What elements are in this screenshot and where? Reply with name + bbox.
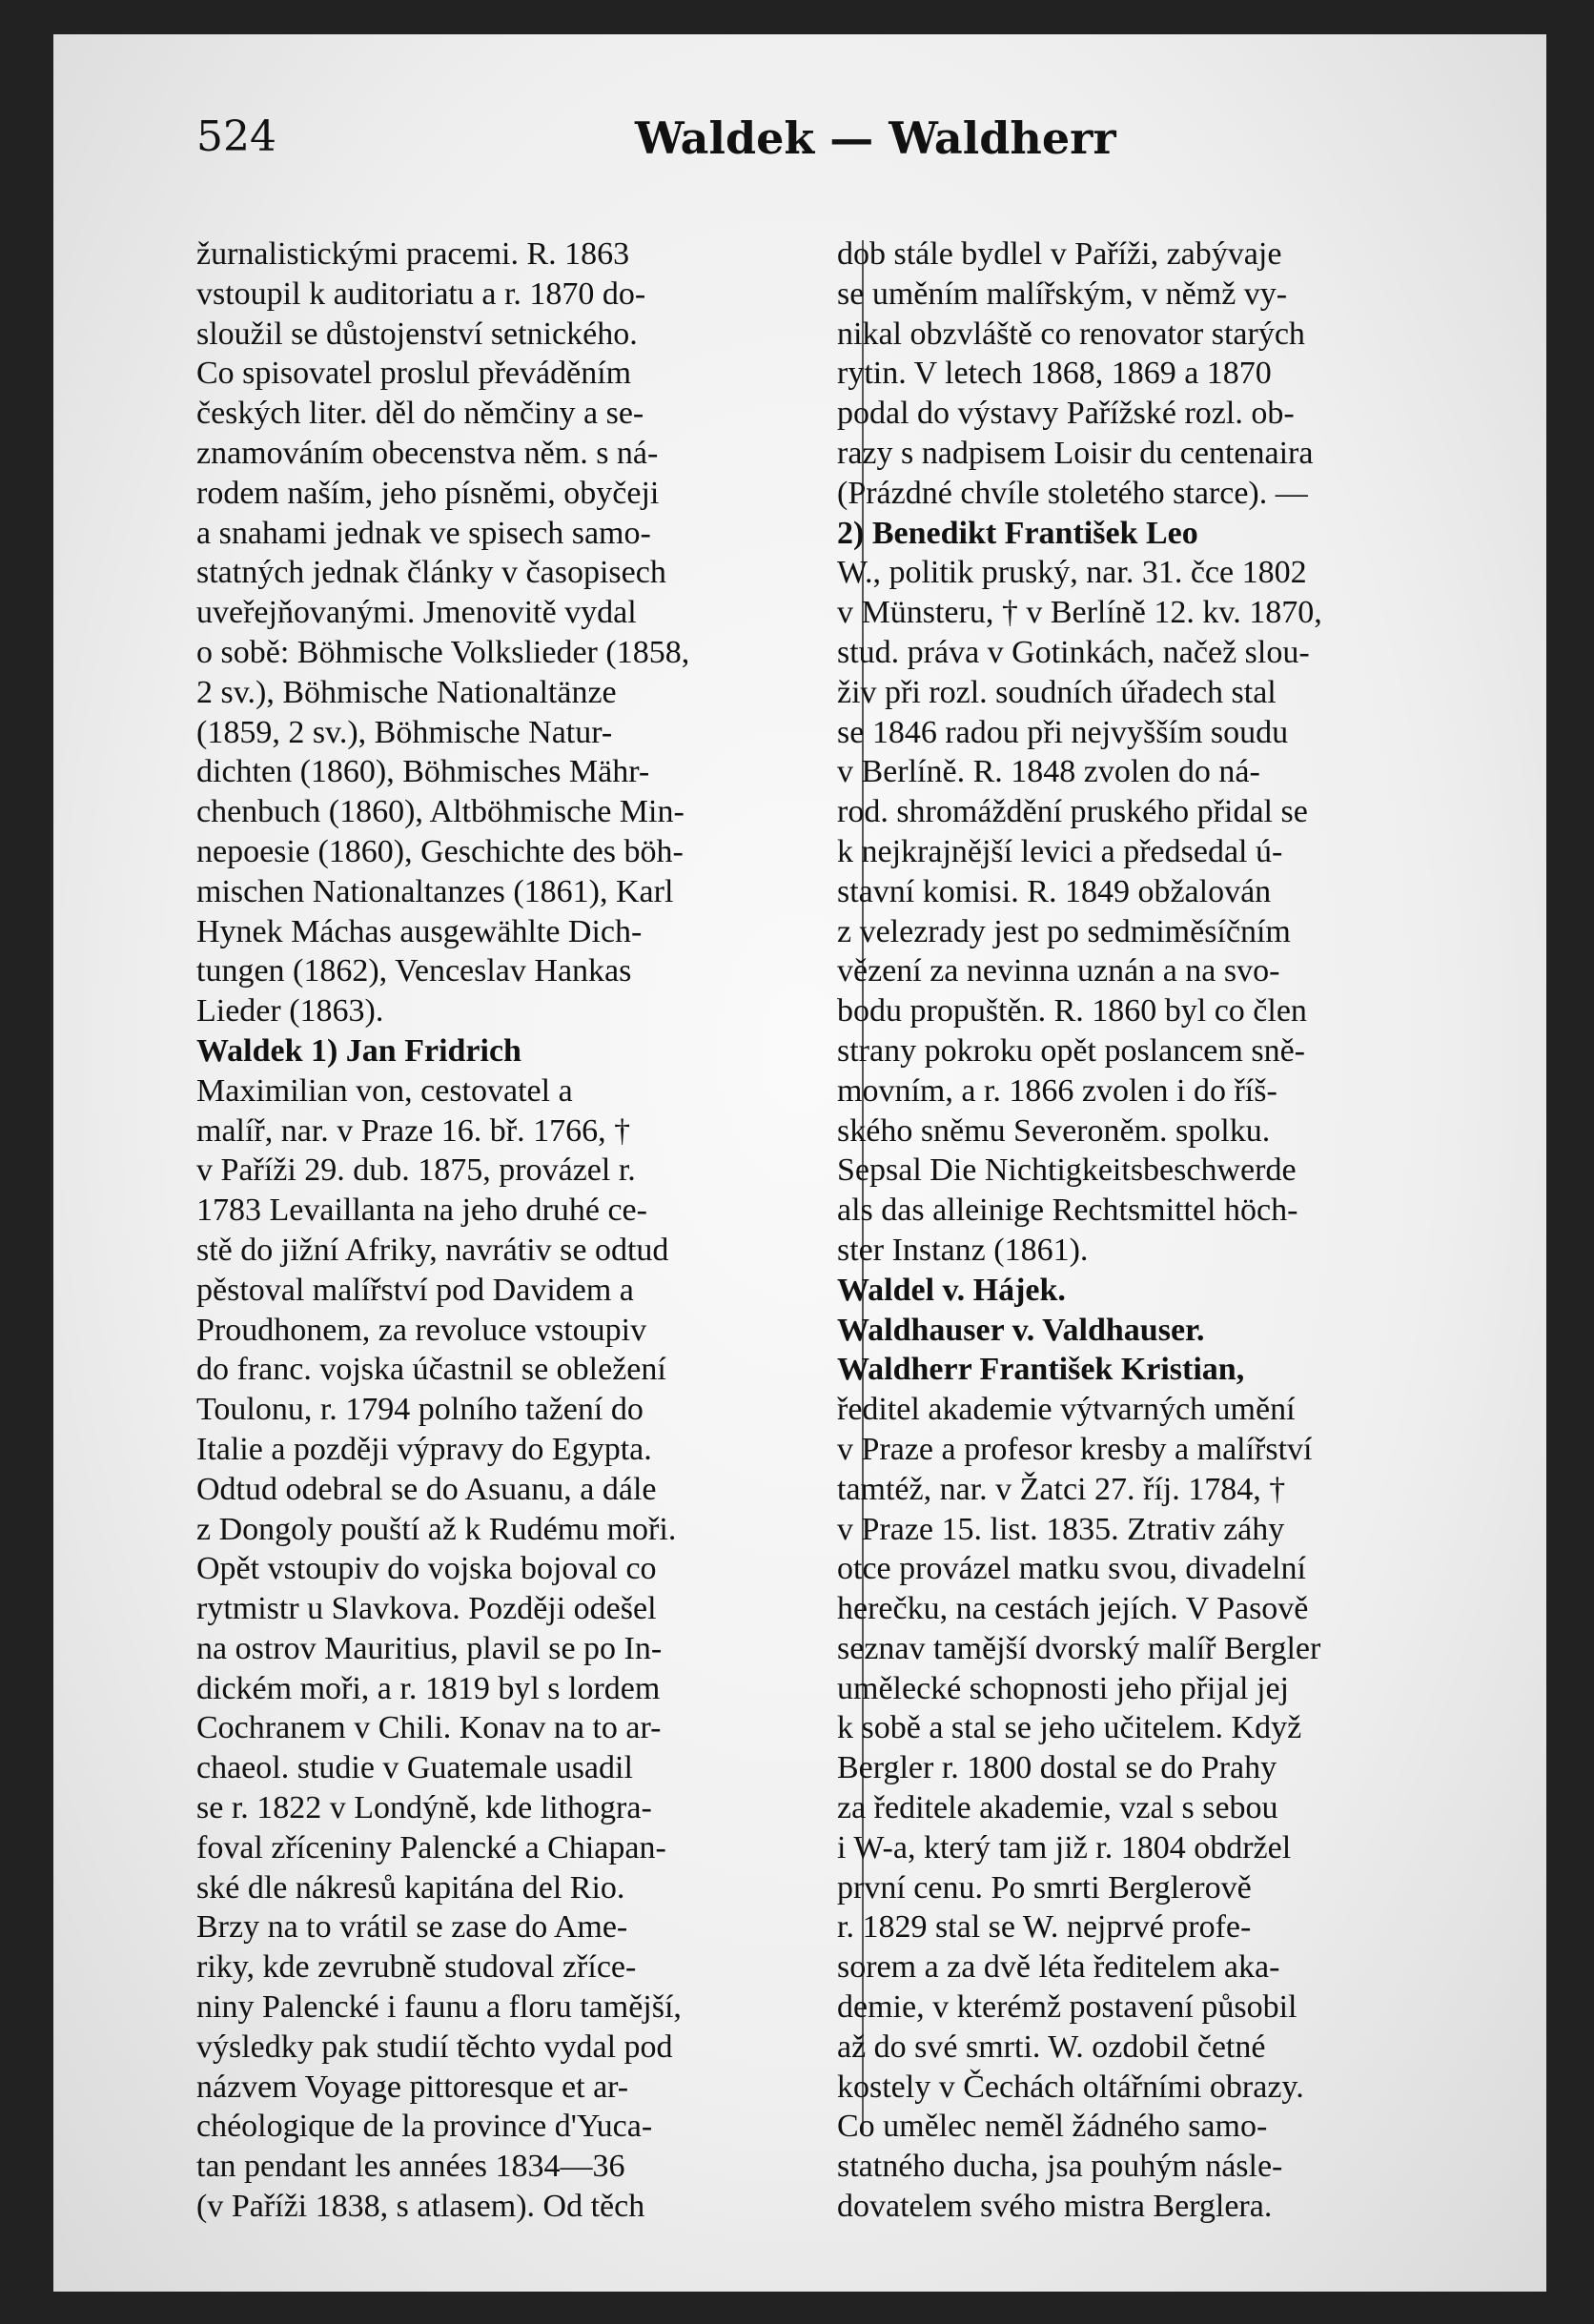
text-line: tungen (1862), Venceslav Hankas	[196, 953, 632, 989]
text-line: podal do výstavy Pařížské rozl. ob-	[837, 396, 1295, 432]
text-line: Waldherr František Kristian,	[837, 1352, 1245, 1388]
text-line: 1783 Levaillanta na jeho druhé ce-	[196, 1193, 647, 1229]
text-line: žurnalistickými pracemi. R. 1863	[196, 236, 630, 272]
left-column	[196, 234, 864, 2227]
text-line: dovatelem svého mistra Berglera.	[837, 2189, 1273, 2225]
text-line: výsledky pak studií těchto vydal pod	[196, 2028, 673, 2065]
text-line: Waldel v. Hájek.	[837, 1272, 1066, 1308]
text-line: Bergler r. 1800 dostal se do Prahy	[837, 1750, 1277, 1786]
text-line: a snahami jednak ve spisech samo-	[196, 515, 651, 551]
text-line: rod. shromáždění pruského přidal se	[837, 794, 1308, 830]
text-line: až do své smrti. W. ozdobil četné	[837, 2028, 1266, 2065]
text-line: chaeol. studie v Guatemale usadil	[196, 1750, 633, 1786]
text-line: statného ducha, jsa pouhým násle-	[837, 2149, 1283, 2185]
text-line: názvem Voyage pittoresque et ar-	[196, 2069, 629, 2105]
text-line: dob stále bydlel v Paříži, zabývaje	[837, 236, 1282, 272]
text-line: v Praze a profesor kresby a malířství	[837, 1431, 1313, 1467]
text-line: první cenu. Po smrti Berglerově	[837, 1869, 1252, 1906]
right-column	[837, 234, 1504, 2227]
text-line: bodu propuštěn. R. 1860 byl co člen	[837, 993, 1307, 1029]
text-line: stavní komisi. R. 1849 obžalován	[837, 873, 1272, 909]
text-line: mischen Nationaltanzes (1861), Karl	[196, 873, 674, 909]
text-line: dichten (1860), Böhmisches Mähr-	[196, 754, 650, 790]
text-line: movním, a r. 1866 zvolen i do říš-	[837, 1072, 1277, 1109]
text-line: malíř, nar. v Praze 16. bř. 1766, †	[196, 1112, 631, 1149]
text-line: Odtud odebral se do Asuanu, a dále	[196, 1471, 657, 1507]
text-line: Sepsal Die Nichtigkeitsbeschwerde	[837, 1152, 1297, 1189]
text-line: ského sněmu Severoněm. spolku.	[837, 1112, 1271, 1149]
text-line: pěstoval malířství pod Davidem a	[196, 1272, 634, 1308]
text-line: Co umělec neměl žádného samo-	[837, 2109, 1268, 2145]
text-line: 2 sv.), Böhmische Nationaltänze	[196, 674, 617, 710]
page-header	[196, 112, 1407, 170]
text-line: vstoupil k auditoriatu a r. 1870 do-	[196, 275, 646, 312]
text-line: v Paříži 29. dub. 1875, provázel r.	[196, 1152, 636, 1189]
text-line: Brzy na to vrátil se zase do Ame-	[196, 1909, 628, 1946]
text-line: ředitel akademie výtvarných umění	[837, 1392, 1296, 1428]
text-line: ster Instanz (1861).	[837, 1232, 1089, 1268]
text-line: als das alleinige Rechtsmittel höch-	[837, 1193, 1298, 1229]
text-line: sorem a za dvě léta ředitelem aka-	[837, 1949, 1280, 1986]
text-line: dickém moři, a r. 1819 byl s lordem	[196, 1670, 661, 1706]
text-line: tan pendant les années 1834—36	[196, 2149, 625, 2185]
text-line: Lieder (1863).	[196, 993, 384, 1029]
text-line: (v Paříži 1838, s atlasem). Od těch	[196, 2189, 645, 2225]
text-line: se uměním malířským, v němž vy-	[837, 275, 1288, 312]
text-line: otce provázel matku svou, divadelní	[837, 1551, 1306, 1587]
text-line: riky, kde zevrubně studoval zříce-	[196, 1949, 637, 1986]
text-line: niny Palencké i faunu a floru tamější,	[196, 1989, 682, 2026]
text-line: chéologique de la province d'Yuca-	[196, 2109, 653, 2145]
text-line: Maximilian von, cestovatel a	[196, 1072, 573, 1109]
text-line: 2) Benedikt František Leo	[837, 515, 1198, 551]
text-line: na ostrov Mauritius, plavil se po In-	[196, 1630, 663, 1666]
text-line: r. 1829 stal se W. nejprvé profe-	[837, 1909, 1252, 1946]
text-line: Waldhauser v. Valdhauser.	[837, 1312, 1205, 1348]
text-line: rodem naším, jeho písněmi, obyčeji	[196, 475, 660, 511]
text-line: i W-a, který tam již r. 1804 obdržel	[837, 1829, 1292, 1865]
text-line: ské dle nákresů kapitána del Rio.	[196, 1869, 625, 1906]
text-line: foval zříceniny Palencké a Chiapan-	[196, 1829, 666, 1865]
text-line: Cochranem v Chili. Konav na to ar-	[196, 1710, 662, 1746]
page-number: 524	[196, 112, 276, 161]
text-line: Proudhonem, za revoluce vstoupiv	[196, 1312, 647, 1348]
running-title: Waldek — Waldherr	[635, 112, 1116, 164]
text-line: demie, v kterémž postavení působil	[837, 1989, 1298, 2026]
text-line: chenbuch (1860), Altböhmische Min-	[196, 794, 685, 830]
text-line: k sobě a stal se jeho učitelem. Když	[837, 1710, 1302, 1746]
text-line: se r. 1822 v Londýně, kde lithogra-	[196, 1790, 652, 1826]
text-line: rytmistr u Slavkova. Později odešel	[196, 1591, 657, 1627]
text-line: strany pokroku opět poslancem sně-	[837, 1032, 1305, 1069]
text-line: Co spisovatel proslul převáděním	[196, 356, 632, 392]
book-page	[53, 34, 1546, 2292]
text-line: tamtéž, nar. v Žatci 27. říj. 1784, †	[837, 1471, 1286, 1507]
text-line: k nejkrajnější levici a předsedal ú-	[837, 833, 1283, 869]
text-line: v Berlíně. R. 1848 zvolen do ná-	[837, 754, 1260, 790]
text-line: v Praze 15. list. 1835. Ztrativ záhy	[837, 1511, 1285, 1547]
text-line: (Prázdné chvíle stoletého starce). —	[837, 475, 1308, 511]
text-line: seznav tamější dvorský malíř Bergler	[837, 1630, 1321, 1666]
text-line: znamováním obecenstva něm. s ná-	[196, 435, 659, 471]
text-line: z velezrady jest po sedmiměsíčním	[837, 913, 1291, 949]
text-line: Hynek Máchas ausgewählte Dich-	[196, 913, 643, 949]
text-line: sloužil se důstojenství setnického.	[196, 316, 638, 352]
text-line: Toulonu, r. 1794 polního tažení do	[196, 1392, 644, 1428]
text-line: herečku, na cestách jejích. V Pasově	[837, 1591, 1309, 1627]
text-line: z Dongoly pouští až k Rudému moři.	[196, 1511, 677, 1547]
text-line: razy s nadpisem Loisir du centenaira	[837, 435, 1314, 471]
text-line: v Münsteru, † v Berlíně 12. kv. 1870,	[837, 595, 1322, 631]
text-line: W., politik pruský, nar. 31. čce 1802	[837, 555, 1307, 591]
text-line: (1859, 2 sv.), Böhmische Natur-	[196, 714, 613, 750]
text-line: se 1846 radou při nejvyšším soudu	[837, 714, 1289, 750]
text-line: Italie a později výpravy do Egypta.	[196, 1431, 652, 1467]
text-line: českých liter. děl do němčiny a se-	[196, 396, 644, 432]
text-line: do franc. vojska účastnil se obležení	[196, 1352, 666, 1388]
text-line: Waldek 1) Jan Fridrich	[196, 1032, 521, 1069]
text-line: uveřejňovanými. Jmenovitě vydal	[196, 595, 637, 631]
text-line: umělecké schopnosti jeho přijal jej	[837, 1670, 1289, 1706]
text-line: statných jednak články v časopisech	[196, 555, 666, 591]
text-line: nikal obzvláště co renovator starých	[837, 316, 1305, 352]
text-line: o sobě: Böhmische Volkslieder (1858,	[196, 634, 690, 670]
text-line: vězení za nevinna uznán a na svo-	[837, 953, 1280, 989]
text-line: rytin. V letech 1868, 1869 a 1870	[837, 356, 1272, 392]
text-line: stě do jižní Afriky, navrátiv se odtud	[196, 1232, 669, 1268]
text-line: Opět vstoupiv do vojska bojoval co	[196, 1551, 657, 1587]
text-line: kostely v Čechách oltářními obrazy.	[837, 2069, 1304, 2105]
text-line: živ při rozl. soudních úřadech stal	[837, 674, 1277, 710]
text-line: za ředitele akademie, vzal s sebou	[837, 1790, 1278, 1826]
text-line: nepoesie (1860), Geschichte des böh-	[196, 833, 684, 869]
text-line: stud. práva v Gotinkách, načež slou-	[837, 634, 1310, 670]
